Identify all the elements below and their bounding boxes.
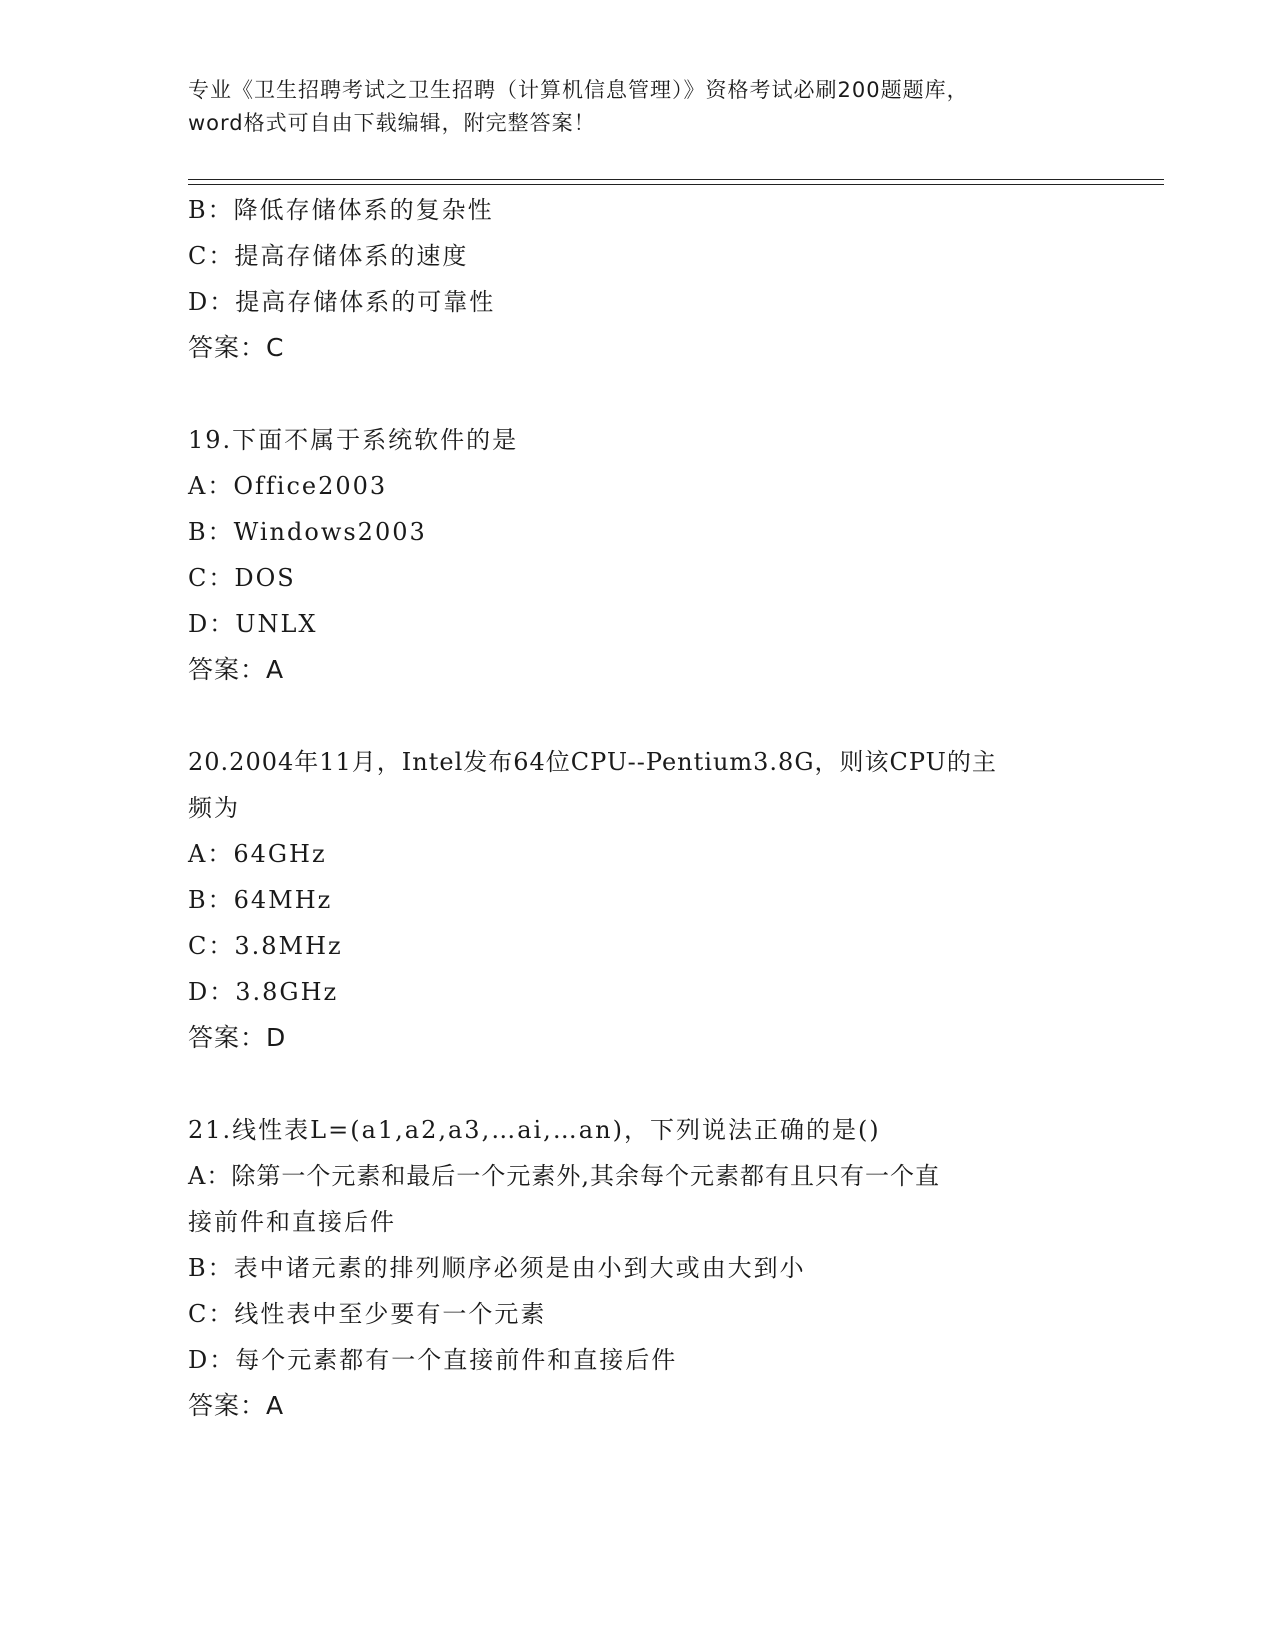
- q20-option-c: C：3.8MHz: [188, 932, 343, 960]
- q19-option-b: B：Windows2003: [188, 518, 427, 546]
- header-title-line-2: word格式可自由下载编辑，附完整答案！: [188, 111, 596, 135]
- q19-option-a: A：Office2003: [188, 472, 388, 500]
- q18-option-c: C：提高存储体系的速度: [188, 242, 469, 270]
- q19-answer: 答案：A: [188, 655, 285, 684]
- spacer: [188, 693, 1088, 739]
- q20-option-d: D：3.8GHz: [188, 978, 339, 1006]
- q18-option-b: B：降低存储体系的复杂性: [188, 196, 494, 224]
- header-divider-top: [188, 179, 1164, 180]
- q18-answer: 答案：C: [188, 333, 285, 362]
- q21-option-c: C：线性表中至少要有一个元素: [188, 1300, 547, 1328]
- spacer: [188, 1061, 1088, 1107]
- q21-option-b: B：表中诸元素的排列顺序必须是由小到大或由大到小: [188, 1254, 806, 1282]
- q21-stem: 21.线性表L=(a1,a2,a3,…ai,…an)，下列说法正确的是(): [188, 1116, 881, 1144]
- header-divider-bottom: [188, 184, 1164, 185]
- q21-option-a-line-1: A：除第一个元素和最后一个元素外,其余每个元素都有且只有一个直: [188, 1162, 940, 1190]
- question-20: [188, 739, 1088, 1061]
- q20-stem-line-1: 20.2004年11月，Intel发布64位CPU--Pentium3.8G，则该CPU的主: [188, 748, 997, 776]
- question-19: [188, 417, 1088, 693]
- question-18-remainder: [188, 187, 1088, 371]
- q20-answer: 答案：D: [188, 1023, 287, 1052]
- question-list: [188, 187, 1088, 1429]
- q20-option-b: B：64MHz: [188, 886, 333, 914]
- q18-option-d: D：提高存储体系的可靠性: [188, 288, 496, 316]
- q21-option-a-line-2: 接前件和直接后件: [188, 1208, 396, 1236]
- q19-stem: 19.下面不属于系统软件的是: [188, 426, 519, 454]
- question-21: [188, 1107, 1088, 1429]
- document-header: [188, 74, 1088, 140]
- header-title-line-1: 专业《卫生招聘考试之卫生招聘（计算机信息管理）》资格考试必刷200题题库，: [188, 78, 969, 102]
- q21-answer: 答案：A: [188, 1391, 285, 1420]
- q19-option-d: D：UNLX: [188, 610, 318, 638]
- q21-option-d: D：每个元素都有一个直接前件和直接后件: [188, 1346, 678, 1374]
- q19-option-c: C：DOS: [188, 564, 296, 592]
- q20-stem-line-2: 频为: [188, 794, 240, 822]
- q20-option-a: A：64GHz: [188, 840, 327, 868]
- spacer: [188, 371, 1088, 417]
